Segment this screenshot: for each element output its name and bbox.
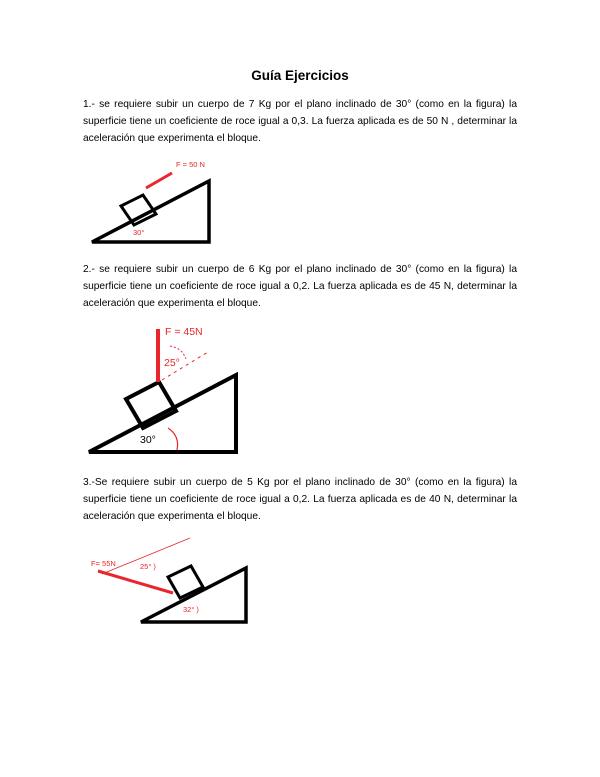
exercise-1-text: 1.- se requiere subir un cuerpo de 7 Kg por el plano inclinado de 30° (como en la figura) la superficie tiene un coeficiente de roce igual a 0,3. La fuerza aplicada es de 50 N , determinar la aceleración que experimenta el bloque. [83, 99, 517, 145]
angle-arc [168, 428, 178, 450]
exercise-2-figure [0, 320, 600, 460]
force-label: F= 55N [91, 559, 116, 568]
force-angle-label: 25° ) [140, 562, 156, 571]
page-title: Guía Ejercicios [251, 68, 349, 83]
force-angle-label: 25° [164, 357, 180, 369]
exercise-3-text: 3.-Se requiere subir un cuerpo de 5 Kg por el plano inclinado de 30° (como en la figura) la superficie tiene un coeficiente de roce igual a 0,2. La fuerza aplicada es de 40 N, determinar la aceleración que experimenta el bloque. [83, 477, 517, 523]
angle-label: 30° [133, 228, 145, 237]
force-label: F = 50 N [176, 160, 205, 169]
inclined-plane [92, 181, 209, 242]
exercise-1-figure [0, 150, 600, 255]
angle-label: 30° [140, 434, 156, 446]
exercise-2-text: 2.- se requiere subir un cuerpo de 6 Kg por el plano inclinado de 30° (como en la figura) la superficie tiene un coeficiente de roce igual a 0,2. La fuerza aplicada es de 45 N, determinar la aceleración que experimenta el bloque. [83, 264, 517, 310]
exercise-3-figure [0, 530, 600, 630]
angle-label: 32° ) [183, 605, 199, 614]
force-arrow [98, 571, 173, 593]
force-arrow [146, 173, 172, 188]
force-label: F = 45N [165, 326, 203, 338]
